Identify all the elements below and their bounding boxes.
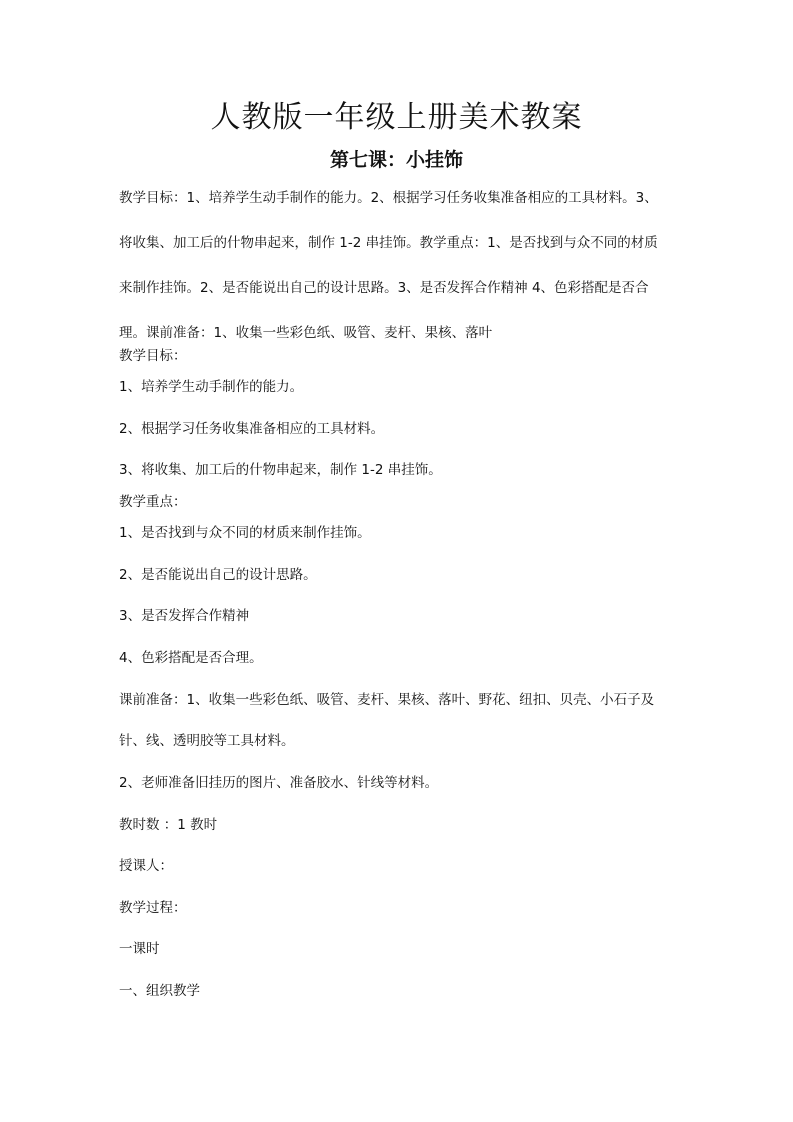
summary-line: 教学目标：1、培养学生动手制作的能力。2、根据学习任务收集准备相应的工具材料。3、 [119, 190, 658, 206]
summary-line: 理。课前准备：1、收集一些彩色纸、吸管、麦杆、果核、落叶 [119, 325, 493, 341]
objectives-heading: 教学目标： [119, 348, 187, 364]
lesson-subtitle: 第七课：小挂饰 [329, 149, 463, 171]
preparation-item: 2、老师准备旧挂历的图片、准备胶水、针线等材料。 [119, 775, 439, 791]
preparation-line: 针、线、透明胶等工具材料。 [119, 733, 295, 749]
key-point-item: 4、色彩搭配是否合理。 [119, 650, 263, 666]
document-title: 人教版一年级上册美术教案 [210, 100, 583, 135]
summary-line: 将收集、加工后的什物串起来，制作 1-2 串挂饰。教学重点：1、是否找到与众不同的材质 [119, 235, 658, 251]
key-points-heading: 教学重点： [119, 494, 187, 510]
summary-paragraph [119, 188, 684, 368]
key-point-item: 2、是否能说出自己的设计思路。 [119, 567, 317, 583]
summary-line: 来制作挂饰。2、是否能说出自己的设计思路。3、是否发挥合作精神 4、色彩搭配是否合 [119, 280, 649, 296]
step-heading: 一、组织教学 [119, 983, 200, 999]
instructor-label: 授课人： [119, 858, 173, 874]
process-heading: 教学过程： [119, 900, 187, 916]
class-hours: 教时数 ：1 教时 [119, 817, 218, 833]
objective-item: 1、培养学生动手制作的能力。 [119, 379, 304, 395]
lesson-label: 一课时 [119, 941, 160, 957]
objective-item: 2、根据学习任务收集准备相应的工具材料。 [119, 421, 385, 437]
key-point-item: 3、是否发挥合作精神 [119, 608, 250, 624]
key-point-item: 1、是否找到与众不同的材质来制作挂饰。 [119, 525, 371, 541]
preparation-line: 课前准备：1、收集一些彩色纸、吸管、麦杆、果核、落叶、野花、纽扣、贝壳、小石子及 [119, 692, 655, 708]
objective-item: 3、将收集、加工后的什物串起来，制作 1-2 串挂饰。 [119, 462, 442, 478]
